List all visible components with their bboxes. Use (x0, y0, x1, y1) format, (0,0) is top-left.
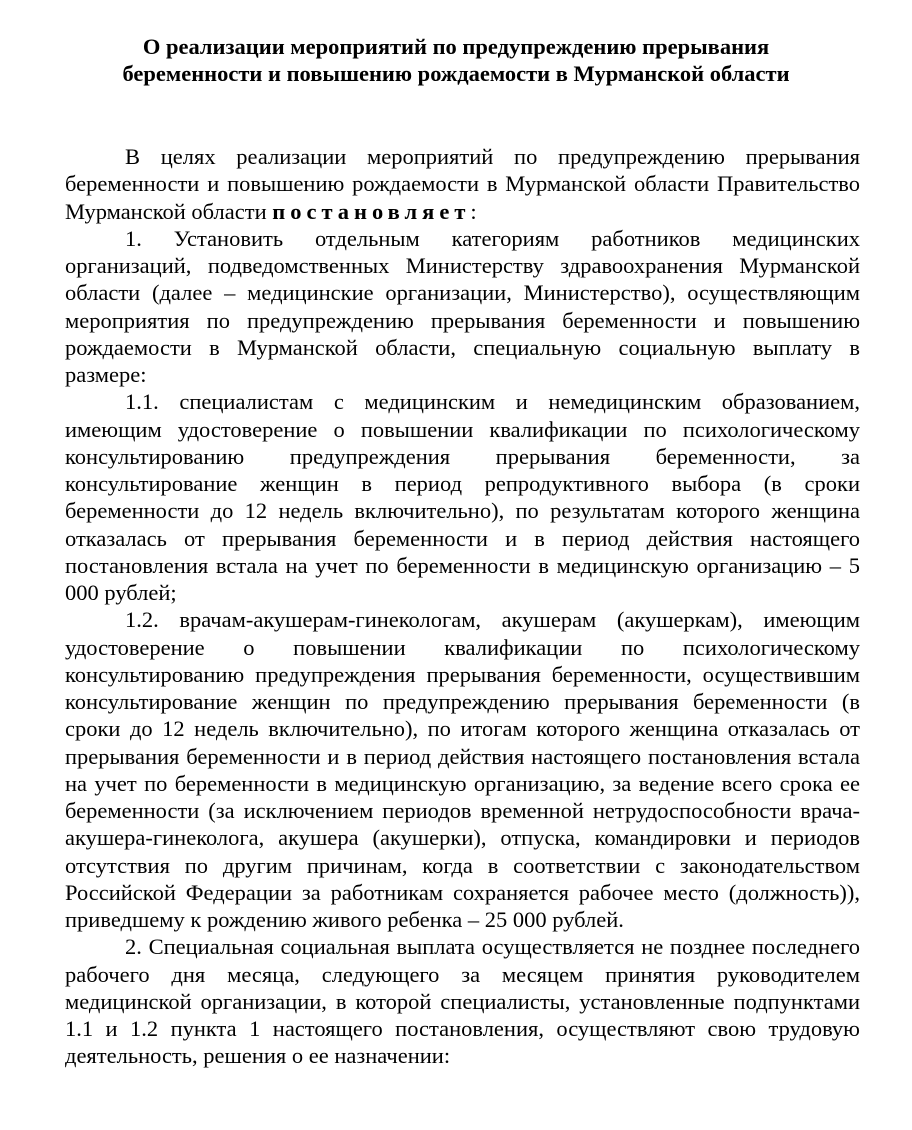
decree-word: постановляет (272, 198, 471, 224)
paragraph-1-1: 1.1. специалистам с медицинским и немедицинским образованием, имеющим удостоверение о повышении квалификации по психологическому консультированию предупреждения прерывания беременности, за консультирование женщин в период репродуктивного выбора (в сроки беременности до 12 недель включительно), по результатам которого женщина отказалась от прерывания беременности и в период действия настоящего постановления встала на учет по беременности в медицинскую организацию – 5 000 рублей; (65, 389, 860, 605)
paragraph-2: 2. Специальная социальная выплата осуществляется не позднее последнего рабочего дня месяца, следующего за месяцем принятия руководителем медицинской организации, в которой специалисты, установленные подпунктами 1.1 и 1.2 пункта 1 настоящего постановления, осуществляют свою трудовую деятельность, решения о ее назначении: (65, 934, 860, 1069)
title-line-1: О реализации мероприятий по предупреждению прерывания (142, 34, 770, 59)
preamble-colon: : (470, 198, 477, 224)
document-title (60, 33, 852, 87)
preamble-text: В целях реализации мероприятий по предупреждению прерывания беременности и повышению рождаемости в Мурманской области Правительство Мурманской области (65, 144, 860, 224)
preamble-paragraph (65, 143, 860, 225)
paragraph-1-2: 1.2. врачам-акушерам-гинекологам, акушерам (акушеркам), имеющим удостоверение о повышении квалификации по психологическому консультированию предупреждения прерывания беременности, осуществившим консультирование женщин по предупреждению прерывания беременности (в сроки до 12 недель включительно), по итогам которого женщина отказалась от прерывания беременности и в период действия настоящего постановления встала на учет по беременности в медицинскую организацию, за ведение всего срока ее беременности (за исключением периодов временной нетрудоспособности врача-акушера-гинеколога, акушера (акушерки), отпуска, командировки и периодов отсутствия по другим причинам, когда в соответствии с законодательством Российской Федерации за работникам сохраняется рабочее место (должность)), приведшему к рождению живого ребенка – 25 000 рублей. (65, 607, 860, 932)
paragraph-1: 1. Установить отдельным категориям работников медицинских организаций, подведомственных Министерству здравоохранения Мурманской области (далее – медицинские организации, Министерство), осуществляющим мероприятия по предупреждению прерывания беременности и повышению рождаемости в Мурманской области, специальную социальную выплату в размере: (65, 225, 860, 387)
document-body (65, 143, 860, 1070)
title-line-2: беременности и повышению рождаемости в Мурманской области (122, 61, 790, 86)
